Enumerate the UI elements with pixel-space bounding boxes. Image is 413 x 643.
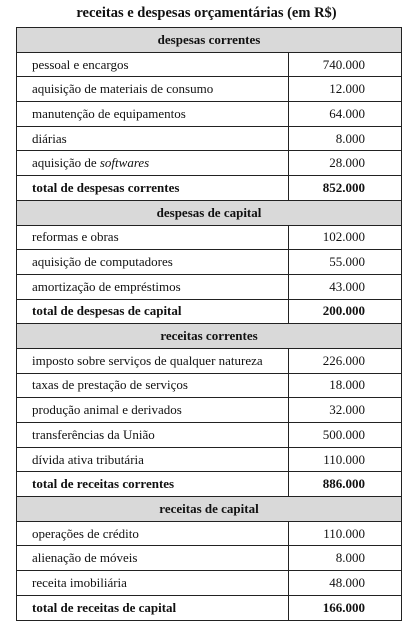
section-header-row [17, 28, 402, 53]
section-header-receitas-correntes: receitas correntes [17, 324, 402, 349]
row-label-prefix: aquisição de [32, 155, 100, 171]
total-value: 200.000 [289, 299, 402, 324]
section-header-row [17, 200, 402, 225]
row-value: 102.000 [289, 225, 402, 250]
row-label: alienação de móveis [17, 546, 289, 571]
row-value: 18.000 [289, 373, 402, 398]
table-row [17, 398, 402, 423]
table-row [17, 225, 402, 250]
total-row [17, 472, 402, 497]
row-label: dívida ativa tributária [17, 447, 289, 472]
row-label: pessoal e encargos [17, 52, 289, 77]
row-value: 110.000 [289, 447, 402, 472]
section-header-row [17, 497, 402, 522]
row-value: 226.000 [289, 348, 402, 373]
total-value: 166.000 [289, 595, 402, 620]
row-label: amortização de empréstimos [17, 274, 289, 299]
section-header-despesas-de-capital: despesas de capital [17, 200, 402, 225]
row-value: 110.000 [289, 521, 402, 546]
row-label-italic: softwares [99, 155, 150, 171]
row-value: 8.000 [289, 126, 402, 151]
table-row [17, 102, 402, 127]
table-row [17, 348, 402, 373]
row-value: 8.000 [289, 546, 402, 571]
row-value: 740.000 [289, 52, 402, 77]
total-row [17, 299, 402, 324]
table-row [17, 151, 402, 176]
row-label: produção animal e derivados [17, 398, 289, 423]
row-label: aquisição de computadores [17, 250, 289, 275]
table-row [17, 373, 402, 398]
section-header-despesas-correntes: despesas correntes [17, 28, 402, 53]
row-label: receita imobiliária [17, 571, 289, 596]
total-value: 886.000 [289, 472, 402, 497]
row-value: 55.000 [289, 250, 402, 275]
total-value: 852.000 [289, 176, 402, 201]
row-label: imposto sobre serviços de qualquer natureza [17, 348, 289, 373]
row-label: diárias [17, 126, 289, 151]
total-label: total de receitas correntes [17, 472, 289, 497]
table-row [17, 52, 402, 77]
budget-table [16, 27, 402, 621]
total-label: total de despesas de capital [17, 299, 289, 324]
row-value: 48.000 [289, 571, 402, 596]
table-row [17, 571, 402, 596]
table-title: receitas e despesas orçamentárias (em R$) [76, 5, 337, 21]
row-value: 32.000 [289, 398, 402, 423]
total-label: total de receitas de capital [17, 595, 289, 620]
row-label: manutenção de equipamentos [17, 102, 289, 127]
table-row [17, 274, 402, 299]
table-row [17, 77, 402, 102]
section-header-row [17, 324, 402, 349]
row-value: 43.000 [289, 274, 402, 299]
total-label: total de despesas correntes [17, 176, 289, 201]
row-label: reformas e obras [17, 225, 289, 250]
row-label: taxas de prestação de serviços [17, 373, 289, 398]
table-row [17, 546, 402, 571]
table-row [17, 447, 402, 472]
row-value: 12.000 [289, 77, 402, 102]
table-row [17, 423, 402, 448]
total-row [17, 595, 402, 620]
section-header-receitas-de-capital: receitas de capital [17, 497, 402, 522]
total-row [17, 176, 402, 201]
row-value: 64.000 [289, 102, 402, 127]
row-label: operações de crédito [17, 521, 289, 546]
row-value: 28.000 [289, 151, 402, 176]
table-row [17, 126, 402, 151]
row-label: transferências da União [17, 423, 289, 448]
table-row [17, 250, 402, 275]
row-label: aquisição de materiais de consumo [17, 77, 289, 102]
row-label [17, 151, 289, 176]
row-value: 500.000 [289, 423, 402, 448]
table-row [17, 521, 402, 546]
